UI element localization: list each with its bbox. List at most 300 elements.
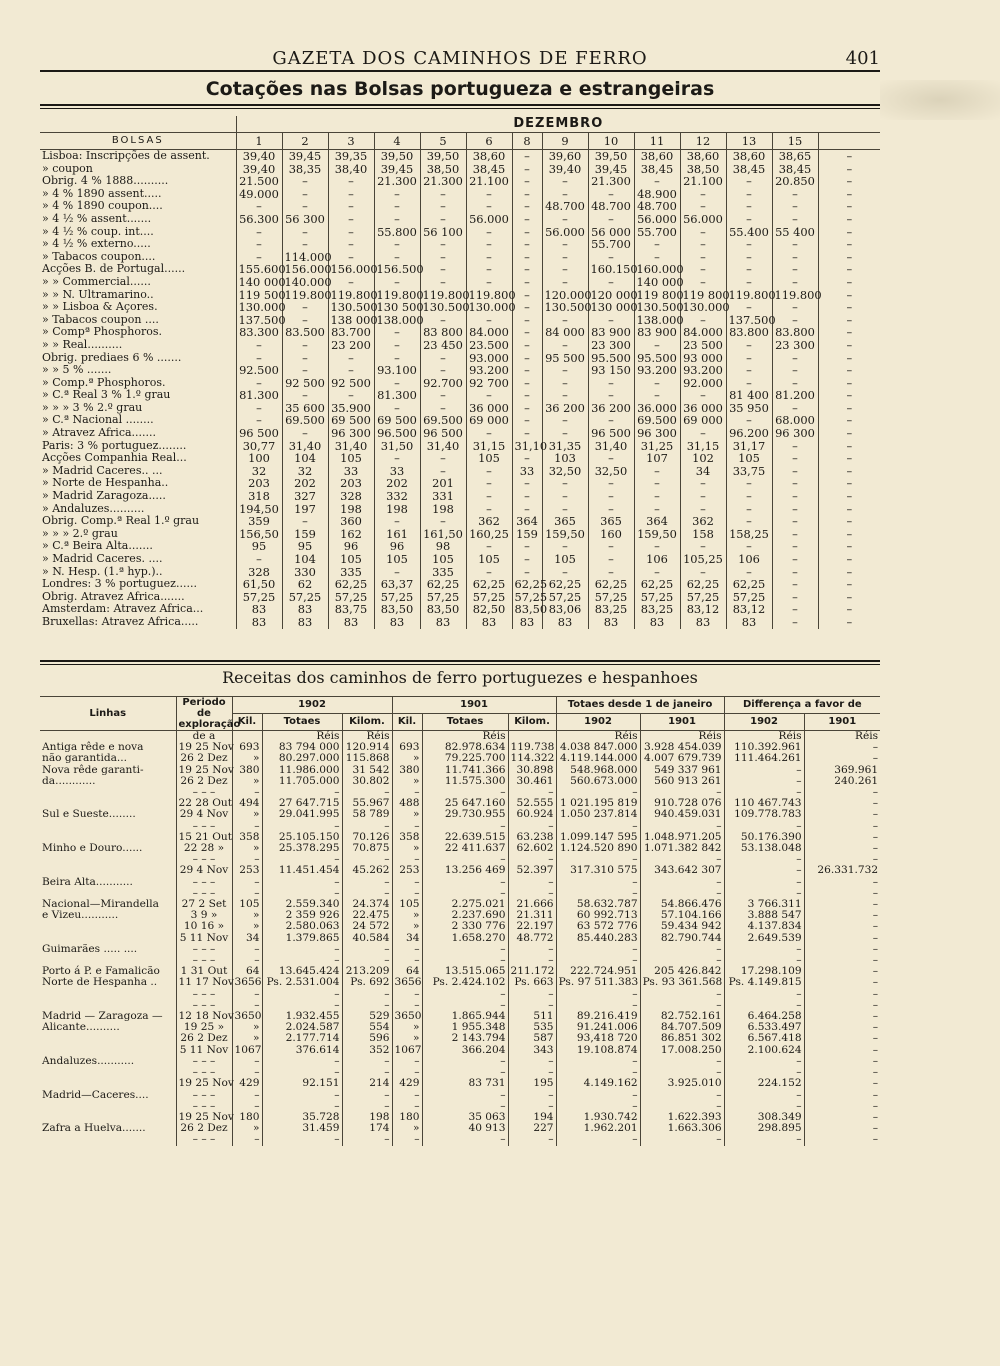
quote-cell: – [466, 566, 512, 579]
quote-cell: 105,25 [680, 553, 726, 566]
receipt-cell: 58 789 [342, 809, 392, 820]
quote-cell: – [634, 490, 680, 503]
kilom-header: Kilom. [508, 714, 556, 731]
quote-cell: 83.700 [328, 326, 374, 339]
quote-cell: 55.400 [726, 226, 772, 239]
security-label: Bruxellas: Atravez Africa..... [42, 614, 199, 628]
quote-cell: 107 [634, 452, 680, 465]
receipt-cell: – [724, 865, 804, 876]
quote-cell: 48.700 [542, 200, 588, 213]
receipt-cell: 1.962.201 [556, 1123, 640, 1134]
line-label [40, 921, 176, 932]
quote-cell: – [680, 314, 726, 327]
quote-cell: – [466, 477, 512, 490]
quote-cell: – [542, 414, 588, 427]
receipt-cell: – [422, 787, 508, 798]
receipt-cell: – [262, 854, 342, 865]
receipt-cell: – [422, 1134, 508, 1145]
quote-cell: 83 [282, 603, 328, 616]
quote-cell: – [634, 566, 680, 579]
quote-cell: 130.500 [420, 301, 466, 314]
table-row [40, 238, 880, 251]
receipt-cell: – [556, 944, 640, 955]
receipt-cell: – [232, 1101, 262, 1112]
quote-cell: – [680, 540, 726, 553]
table-row [40, 776, 880, 787]
receipt-cell: 22 411.637 [422, 843, 508, 854]
quote-cell: – [282, 200, 328, 213]
quote-cell: – [726, 364, 772, 377]
receipt-cell: 86.851 302 [640, 1033, 724, 1044]
receipt-cell: 494 [232, 798, 262, 809]
receipt-cell: » [392, 809, 422, 820]
receipt-cell: 54.866.476 [640, 899, 724, 910]
quote-cell: 84.000 [680, 326, 726, 339]
receipt-cell: » [392, 1022, 422, 1033]
quote-cell: – [512, 263, 542, 276]
totaes-header: Totaes [422, 714, 508, 731]
quote-cell: – [282, 389, 328, 402]
quote-cell: 83 [542, 616, 588, 629]
receipt-cell: » [232, 921, 262, 932]
receipt-cell: 380 [232, 765, 262, 776]
quote-cell: 328 [236, 566, 282, 579]
quote-cell: – [818, 477, 880, 490]
receipt-cell: – [392, 1090, 422, 1101]
quote-cell: 36 200 [588, 402, 634, 415]
quote-cell: 105 [466, 553, 512, 566]
quote-cell: – [818, 578, 880, 591]
receipt-cell: – – – [176, 888, 232, 899]
quote-cell: 362 [680, 515, 726, 528]
receipt-cell: – [640, 821, 724, 832]
receipt-cell: Ps. 93 361.568 [640, 977, 724, 988]
receipt-cell: 211.172 [508, 966, 556, 977]
quote-cell: – [772, 200, 818, 213]
table-row [40, 1078, 880, 1089]
receipt-cell: – [804, 798, 880, 809]
receipt-cell: 25 647.160 [422, 798, 508, 809]
receipt-cell: – [232, 955, 262, 966]
receipt-cell: – [556, 821, 640, 832]
receipt-cell: – [508, 877, 556, 888]
table-row [40, 276, 880, 289]
receipt-cell: – [804, 1067, 880, 1078]
receipt-cell: 2.275.021 [422, 899, 508, 910]
quote-cell: – [680, 490, 726, 503]
receipt-cell: 53.138.048 [724, 843, 804, 854]
quote-cell: 201 [420, 477, 466, 490]
line-label [40, 1033, 176, 1044]
quote-cell: – [680, 566, 726, 579]
quote-cell: 83 [420, 616, 466, 629]
receipt-cell: 2 330 776 [422, 921, 508, 932]
receipt-cell: 2.024.587 [262, 1022, 342, 1033]
receipt-cell: 11.705.000 [262, 776, 342, 787]
quote-cell: 156,50 [236, 528, 282, 541]
receipt-cell: 1067 [232, 1045, 262, 1056]
quote-cell: – [772, 440, 818, 453]
quote-cell: 33 [328, 465, 374, 478]
receipt-cell: – [804, 1022, 880, 1033]
receipt-cell: 180 [392, 1112, 422, 1123]
quote-cell: 38,45 [772, 163, 818, 176]
receipt-cell: 31 542 [342, 765, 392, 776]
receipt-cell: – [262, 821, 342, 832]
quote-cell: – [236, 200, 282, 213]
quote-cell: – [512, 289, 542, 302]
receipt-cell: 45.262 [342, 865, 392, 876]
quote-cell: 83,50 [374, 603, 420, 616]
quote-cell: – [588, 452, 634, 465]
receipt-cell: 11 17 Nov [176, 977, 232, 988]
receipt-cell: 3.888 547 [724, 910, 804, 921]
quote-cell: – [236, 553, 282, 566]
quote-cell: 39,60 [542, 150, 588, 163]
line-label: Porto á P. e Famalicão [42, 965, 160, 978]
quote-cell: – [772, 503, 818, 516]
receipt-cell: – [804, 753, 880, 764]
quote-cell: – [420, 213, 466, 226]
quote-cell: 21.300 [420, 175, 466, 188]
receipt-cell: – [804, 977, 880, 988]
quote-cell: – [818, 389, 880, 402]
receipt-cell: 10 16 » [176, 921, 232, 932]
quote-cell: – [588, 414, 634, 427]
quote-cell: 32 [236, 465, 282, 478]
quote-cell: – [726, 566, 772, 579]
quote-cell: – [374, 515, 420, 528]
quote-cell: – [512, 540, 542, 553]
quote-cell: – [818, 226, 880, 239]
quote-cell: 365 [542, 515, 588, 528]
quote-cell: – [818, 150, 880, 163]
quote-cell: 138.000 [634, 314, 680, 327]
quote-cell: – [236, 377, 282, 390]
receipt-cell: – [342, 877, 392, 888]
receipt-cell: » [232, 1022, 262, 1033]
quote-cell: – [512, 326, 542, 339]
day-header: 3 [328, 133, 374, 150]
receipt-cell: Réis [640, 731, 724, 743]
receipt-cell: – [804, 966, 880, 977]
receipt-cell: – [804, 1090, 880, 1101]
receipt-cell: 222.724.951 [556, 966, 640, 977]
receipt-cell: – [556, 1056, 640, 1067]
receipt-cell: 358 [392, 832, 422, 843]
receipt-cell: 1.865.944 [422, 1011, 508, 1022]
security-label: Acções B. de Portugal...... [42, 262, 186, 276]
receipt-cell: – [640, 1067, 724, 1078]
quote-cell: – [588, 188, 634, 201]
receipt-cell: – [724, 944, 804, 955]
table-row [40, 977, 880, 988]
receipt-cell: – [804, 1078, 880, 1089]
receipt-cell: 34 [392, 933, 422, 944]
receipt-cell: – [342, 1000, 392, 1011]
line-label: Nova rêde garanti- [42, 763, 144, 776]
security-label: » 4 ½ % coup. int.... [42, 224, 154, 238]
receipt-cell: 22 28 » [176, 843, 232, 854]
receipt-cell: 198 [342, 1112, 392, 1123]
receipt-cell: – [640, 1090, 724, 1101]
quote-cell: 57,25 [236, 591, 282, 604]
quote-cell: 62,25 [680, 578, 726, 591]
quote-cell: 21.300 [374, 175, 420, 188]
quote-cell: 95.500 [634, 352, 680, 365]
receipt-cell: 1.622.393 [640, 1112, 724, 1123]
receipt-cell: – – – [176, 1134, 232, 1145]
receipt-cell: 488 [392, 798, 422, 809]
receipt-cell: – [342, 1101, 392, 1112]
quote-cell: 57,25 [542, 591, 588, 604]
quote-cell: 83,12 [726, 603, 772, 616]
security-label: » Tabacos coupon .... [42, 312, 159, 326]
quote-cell: 159,50 [634, 528, 680, 541]
receipt-cell: » [232, 1123, 262, 1134]
quote-cell: 130.500 [328, 301, 374, 314]
line-label: Zafra a Huelva....... [42, 1122, 146, 1135]
receipt-cell: 19.108.874 [556, 1045, 640, 1056]
receipt-cell: 26 2 Dez [176, 1033, 232, 1044]
quote-cell: 84 000 [542, 326, 588, 339]
quote-cell: – [542, 213, 588, 226]
quote-cell: – [588, 566, 634, 579]
quote-cell: – [282, 515, 328, 528]
quote-cell: 95 [282, 540, 328, 553]
quote-cell: 33,75 [726, 465, 772, 478]
table-row [40, 389, 880, 402]
table-row [40, 364, 880, 377]
quote-cell: 140.000 [282, 276, 328, 289]
quote-cell: 56 000 [588, 226, 634, 239]
quote-cell: – [726, 503, 772, 516]
quote-cell: – [328, 238, 374, 251]
security-label: » » » 3 % 2.º grau [42, 400, 143, 414]
receipt-cell: – [804, 1056, 880, 1067]
quote-cell: – [374, 339, 420, 352]
quote-cell: 39,40 [236, 163, 282, 176]
quote-cell: 56 100 [420, 226, 466, 239]
receipt-cell: Ps. 97 511.383 [556, 977, 640, 988]
receipt-cell: – [508, 944, 556, 955]
line-label: Nacional—Mirandella [42, 898, 159, 911]
quote-cell: – [818, 603, 880, 616]
receipt-cell: – [804, 742, 880, 753]
quote-cell: 83 800 [420, 326, 466, 339]
receipt-cell: 3650 [232, 1011, 262, 1022]
quote-cell: – [818, 326, 880, 339]
quote-cell: – [466, 503, 512, 516]
receipt-cell: – – – [176, 821, 232, 832]
kil-header: Kil. [392, 714, 422, 731]
receipt-cell: – [392, 1056, 422, 1067]
quote-cell: 98 [420, 540, 466, 553]
security-label: Paris: 3 % portuguez........ [42, 438, 187, 452]
receipt-cell: – [804, 1101, 880, 1112]
page-header [40, 44, 880, 72]
quote-cell: 83.800 [772, 326, 818, 339]
quote-cell: – [512, 427, 542, 440]
table-row [40, 263, 880, 276]
receipt-cell: 1.050 237.814 [556, 809, 640, 820]
quote-cell: 161,50 [420, 528, 466, 541]
receipt-cell: – [392, 854, 422, 865]
receipt-cell: – [556, 1067, 640, 1078]
security-label: » C.ª Beira Alta....... [42, 539, 153, 553]
receipt-cell: – – – [176, 1067, 232, 1078]
receipt-cell: 6.464.258 [724, 1011, 804, 1022]
day-header: 15 [772, 133, 818, 150]
receipt-cell: 58.632.787 [556, 899, 640, 910]
receipt-cell: – [724, 1067, 804, 1078]
quote-cell: – [772, 364, 818, 377]
receipt-cell: 554 [342, 1022, 392, 1033]
receipt-cell: 213.209 [342, 966, 392, 977]
receipt-cell: – [640, 989, 724, 1000]
receipt-cell: – [342, 821, 392, 832]
table-row [40, 477, 880, 490]
receipt-cell: 693 [232, 742, 262, 753]
line-label [40, 1078, 176, 1089]
receipt-cell: 693 [392, 742, 422, 753]
quote-cell: 35.900 [328, 402, 374, 415]
quote-cell: 335 [420, 566, 466, 579]
security-label: » Atravez Africa....... [42, 426, 157, 440]
receipt-cell: 82.790.744 [640, 933, 724, 944]
quote-cell: – [726, 339, 772, 352]
quote-cell: 83 [466, 616, 512, 629]
receipt-cell: 22 28 Out [176, 798, 232, 809]
quote-cell: 120 000 [588, 289, 634, 302]
receipt-cell: 22.475 [342, 910, 392, 921]
quote-cell: 137.500 [726, 314, 772, 327]
quote-cell: 21.300 [588, 175, 634, 188]
quote-cell: 158 [680, 528, 726, 541]
receipt-cell: 105 [232, 899, 262, 910]
receipt-cell: 2 143.794 [422, 1033, 508, 1044]
quote-cell: 69 500 [374, 414, 420, 427]
quote-cell: 364 [634, 515, 680, 528]
receipt-cell: – [342, 1067, 392, 1078]
section-rule [40, 108, 880, 109]
receipt-cell: 70.875 [342, 843, 392, 854]
section-rule [40, 104, 880, 106]
receipt-cell: 4.149.162 [556, 1078, 640, 1089]
quote-cell: – [512, 213, 542, 226]
quote-cell: – [680, 251, 726, 264]
receipt-cell: 85.440.283 [556, 933, 640, 944]
receipt-cell: – – – [176, 1000, 232, 1011]
quote-cell: – [634, 389, 680, 402]
day-header: 4 [374, 133, 420, 150]
section-rule [40, 660, 880, 662]
receipt-cell: 34 [232, 933, 262, 944]
receipt-cell: 560.673.000 [556, 776, 640, 787]
quote-cell: – [328, 364, 374, 377]
receipt-cell: – – – [176, 1101, 232, 1112]
table-row [40, 226, 880, 239]
receipt-cell: 548.968.000 [556, 765, 640, 776]
receipt-cell: – [342, 944, 392, 955]
quote-cell: – [588, 213, 634, 226]
quote-cell: – [726, 175, 772, 188]
line-label [40, 989, 176, 1000]
receipt-cell: 52.397 [508, 865, 556, 876]
quote-cell: 93 150 [588, 364, 634, 377]
receipt-cell: – [342, 989, 392, 1000]
receipt-cell: – [422, 877, 508, 888]
receipt-cell: – [640, 888, 724, 899]
receipt-cell: 1.930.742 [556, 1112, 640, 1123]
quote-cell: – [772, 263, 818, 276]
quote-cell: – [772, 566, 818, 579]
quote-cell: 160 [588, 528, 634, 541]
quote-cell: 20.850 [772, 175, 818, 188]
quote-cell: – [282, 427, 328, 440]
quote-cell: 31,40 [420, 440, 466, 453]
receipt-cell: 1.099.147 595 [556, 832, 640, 843]
receipt-cell: 82.978.634 [422, 742, 508, 753]
security-label: » Comp.ª Phosphoros. [42, 375, 166, 389]
quote-cell: – [282, 364, 328, 377]
receipt-cell: 3650 [392, 1011, 422, 1022]
receipt-cell: 352 [342, 1045, 392, 1056]
receipt-cell: 52.555 [508, 798, 556, 809]
receipt-cell: – [640, 1000, 724, 1011]
quote-cell: 23 300 [588, 339, 634, 352]
quote-cell: – [542, 540, 588, 553]
quote-cell: – [772, 377, 818, 390]
year-1901-header: 1901 [392, 697, 556, 714]
totaes-header: Totaes [262, 714, 342, 731]
quote-cell: 93.200 [680, 364, 726, 377]
quote-cell: – [512, 477, 542, 490]
receipt-cell: 1.071.382 842 [640, 843, 724, 854]
receipt-cell: – [556, 1101, 640, 1112]
quote-cell: – [772, 251, 818, 264]
line-label: Beira Alta........... [42, 875, 133, 888]
receipt-cell: 3.925.010 [640, 1078, 724, 1089]
line-label: Antiga rêde e nova [42, 741, 144, 754]
table-row [40, 616, 880, 629]
section-rule [40, 664, 880, 665]
quote-cell: 81.200 [772, 389, 818, 402]
quote-cell: – [236, 352, 282, 365]
quote-cell: 61,50 [236, 578, 282, 591]
day-header: 12 [680, 133, 726, 150]
receipt-cell: – [422, 821, 508, 832]
quote-cell: 198 [328, 503, 374, 516]
quote-cell: – [512, 414, 542, 427]
receipt-cell: 227 [508, 1123, 556, 1134]
receipt-cell: 60 992.713 [556, 910, 640, 921]
receipt-cell: 79.225.700 [422, 753, 508, 764]
security-label: » coupon [42, 161, 93, 175]
receipt-cell: – [724, 888, 804, 899]
quote-cell: – [420, 263, 466, 276]
receipt-cell: 366.204 [422, 1045, 508, 1056]
quote-cell: – [818, 238, 880, 251]
quote-cell: – [818, 440, 880, 453]
quote-cell: – [420, 188, 466, 201]
quote-cell: 83,06 [542, 603, 588, 616]
quote-cell: 62,25 [328, 578, 374, 591]
receipt-cell: – [724, 821, 804, 832]
quote-cell: 102 [680, 452, 726, 465]
receipt-cell: – [804, 877, 880, 888]
receipt-cell: 105 [392, 899, 422, 910]
